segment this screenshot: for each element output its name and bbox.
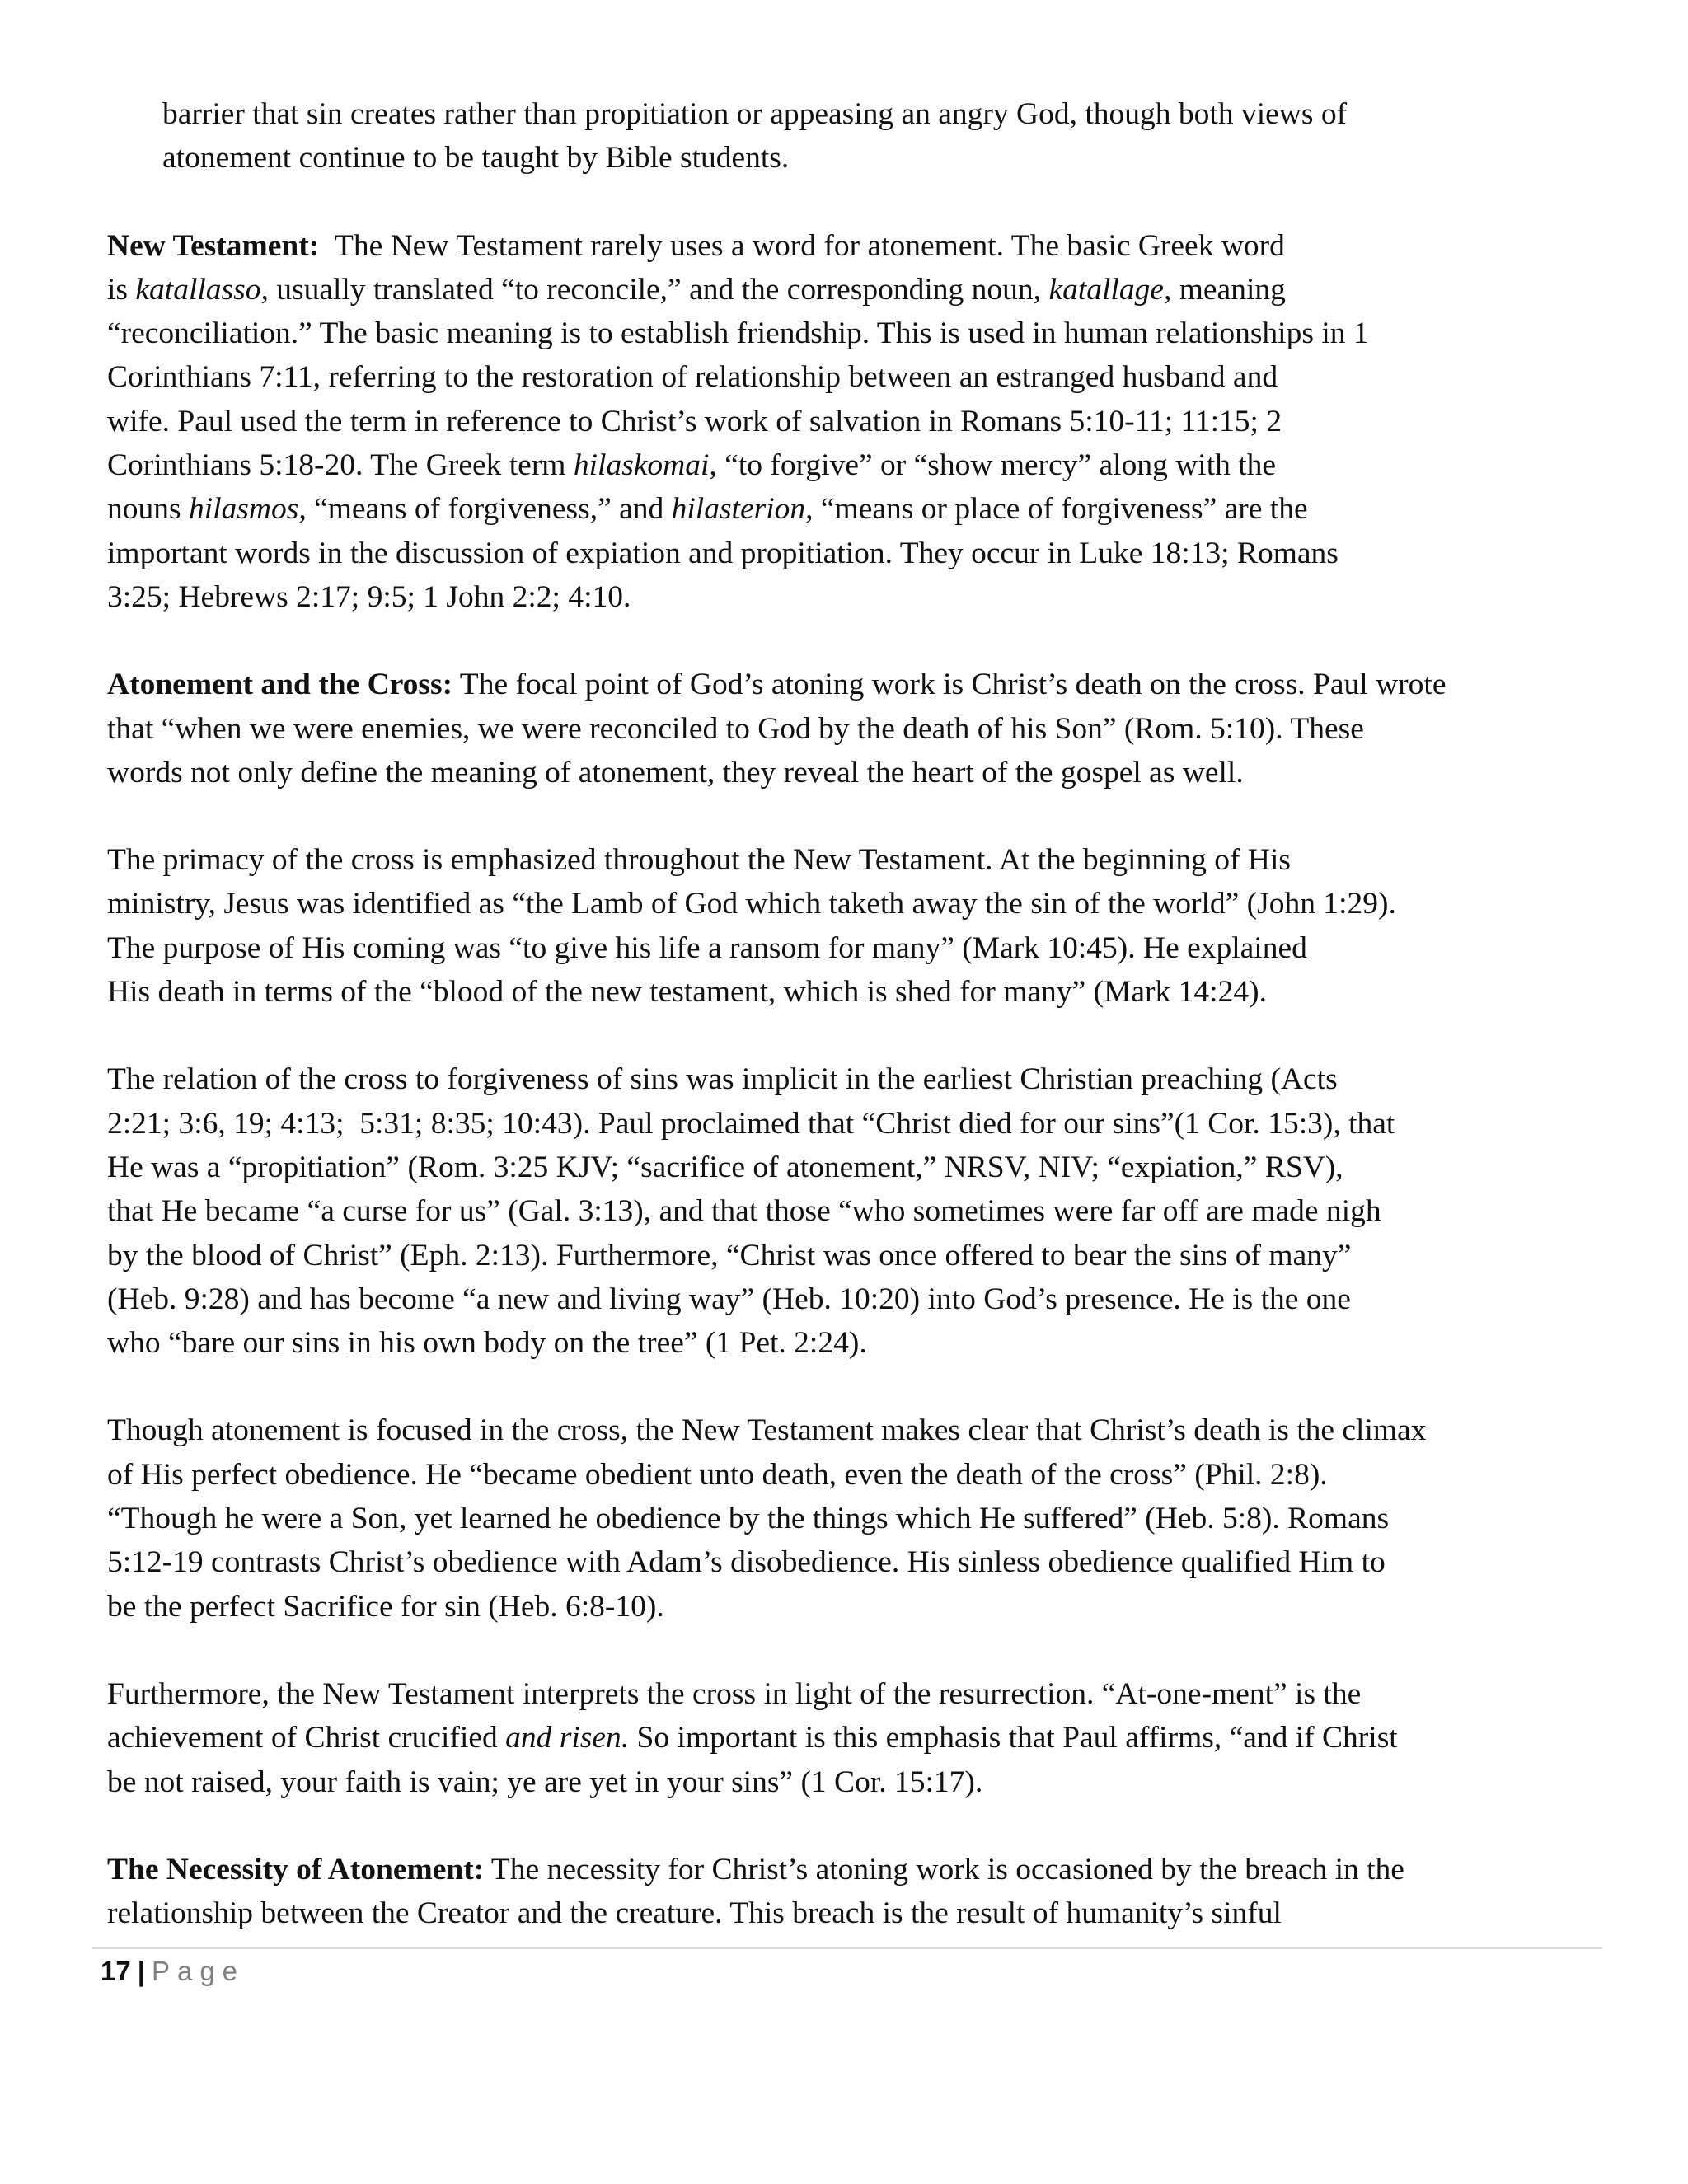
line-text: achievement of Christ crucified and risen. So important is this emphasis that Paul affirms, “and if Christ — [107, 1721, 1398, 1755]
line-text: atonement continue to be taught by Bible students. — [162, 141, 790, 176]
text-line — [107, 1585, 1558, 1629]
text-line — [107, 443, 1558, 487]
page-footer — [101, 1953, 245, 1990]
text-line — [107, 1189, 1558, 1233]
section-heading: New Testament: — [107, 228, 320, 263]
line-text: “Though he were a Son, yet learned he obedience by the things which He suffered” (Heb. 5:8). Romans — [107, 1502, 1390, 1536]
line-text: be not raised, your faith is vain; ye are yet in your sins” (1 Cor. 15:17). — [107, 1765, 983, 1799]
text-line — [107, 1408, 1558, 1452]
line-text: of His perfect obedience. He “became obedient unto death, even the death of the cross” (Phil. 2:8). — [107, 1457, 1328, 1492]
text-line — [107, 663, 1558, 706]
text-line — [107, 1102, 1558, 1146]
line-text: nouns hilasmos, “means of forgiveness,” and hilasterion, “means or place of forgiveness” are the — [107, 492, 1308, 527]
text-line — [107, 1891, 1558, 1935]
line-text: that “when we were enemies, we were reconciled to God by the death of his Son” (Rom. 5:10). These — [107, 711, 1364, 746]
line-text: who “bare our sins in his own body on the tree” (1 Pet. 2:24). — [107, 1326, 867, 1361]
footer-separator: | — [137, 1956, 145, 1986]
line-text: 5:12-19 contrasts Christ’s obedience with Adam’s disobedience. His sinless obedience qualified Him to — [107, 1545, 1386, 1580]
line-text: by the blood of Christ” (Eph. 2:13). Furthermore, “Christ was once offered to bear the sins of many” — [107, 1238, 1352, 1272]
line-text: His death in terms of the “blood of the new testament, which is shed for many” (Mark 14:24). — [107, 975, 1267, 1010]
line-text: (Heb. 9:28) and has become “a new and living way” (Heb. 10:20) into God’s presence. He is the one — [107, 1282, 1351, 1316]
text-line — [107, 1146, 1558, 1189]
line-text: important words in the discussion of expiation and propitiation. They occur in Luke 18:13; Romans — [107, 536, 1339, 570]
paragraph — [107, 92, 1558, 180]
line-text: Corinthians 7:11, referring to the restoration of relationship between an estranged husband and — [107, 360, 1278, 395]
text-line — [107, 575, 1558, 619]
section-heading: The Necessity of Atonement: — [107, 1852, 485, 1886]
text-line — [107, 1234, 1558, 1277]
text-line — [107, 751, 1558, 794]
line-text: barrier that sin creates rather than propitiation or appeasing an angry God, though both views of — [162, 97, 1348, 131]
text-line — [107, 400, 1558, 443]
text-line — [107, 1321, 1558, 1365]
line-text: 3:25; Hebrews 2:17; 9:5; 1 John 2:2; 4:10. — [107, 579, 631, 614]
text-line — [107, 1277, 1558, 1321]
text-line — [107, 970, 1558, 1014]
text-line — [107, 1057, 1558, 1101]
line-text: Though atonement is focused in the cross, the New Testament makes clear that Christ’s death is the climax — [107, 1413, 1427, 1448]
line-text: relationship between the Creator and the creature. This breach is the result of humanity’s sinful — [107, 1896, 1282, 1931]
text-line — [107, 1672, 1558, 1716]
paragraph — [107, 1848, 1558, 1936]
line-text: The New Testament rarely uses a word for atonement. The basic Greek word — [319, 228, 1285, 263]
text-line — [107, 1540, 1558, 1584]
page-number: 17 — [101, 1956, 131, 1986]
page-label: Page — [151, 1956, 246, 1986]
text-line — [107, 1848, 1558, 1891]
line-text: The focal point of God’s atoning work is Christ’s death on the cross. Paul wrote — [452, 668, 1447, 702]
page-body — [107, 92, 1558, 1979]
text-line — [107, 838, 1558, 882]
paragraph — [107, 1408, 1558, 1628]
line-text: Furthermore, the New Testament interprets the cross in light of the resurrection. “At-one-ment” is the — [107, 1676, 1362, 1711]
paragraph — [107, 1057, 1558, 1365]
line-text: that He became “a curse for us” (Gal. 3:13), and that those “who sometimes were far off are made nigh — [107, 1194, 1381, 1229]
text-line — [107, 532, 1558, 575]
line-text: “reconciliation.” The basic meaning is to establish friendship. This is used in human relationships in 1 — [107, 316, 1369, 351]
line-text: 2:21; 3:6, 19; 4:13; 5:31; 8:35; 10:43). Paul proclaimed that “Christ died for our sins”(1 Cor. 15:3), that — [107, 1106, 1395, 1141]
text-line — [107, 1453, 1558, 1497]
line-text: The primacy of the cross is emphasized throughout the New Testament. At the beginning of His — [107, 843, 1291, 878]
text-line — [107, 268, 1558, 312]
text-line — [107, 1497, 1558, 1540]
line-text: The purpose of His coming was “to give his life a ransom for many” (Mark 10:45). He explained — [107, 930, 1307, 965]
line-text: The relation of the cross to forgiveness of sins was implicit in the earliest Christian preaching (Acts — [107, 1062, 1338, 1097]
line-text: He was a “propitiation” (Rom. 3:25 KJV; “sacrifice of atonement,” NRSV, NIV; “expiation,” RSV), — [107, 1150, 1343, 1184]
text-line — [107, 1716, 1558, 1760]
text-line — [162, 136, 1558, 180]
line-text: Corinthians 5:18-20. The Greek term hilaskomai, “to forgive” or “show mercy” along with the — [107, 448, 1277, 483]
text-line — [162, 92, 1558, 136]
text-line — [107, 1760, 1558, 1804]
paragraph — [107, 1672, 1558, 1804]
text-line — [107, 312, 1558, 355]
text-line — [107, 355, 1558, 399]
text-line — [107, 707, 1558, 751]
paragraph — [107, 224, 1558, 620]
line-text: wife. Paul used the term in reference to Christ’s work of salvation in Romans 5:10-11; 11:15; 2 — [107, 404, 1282, 438]
line-text: The necessity for Christ’s atoning work is occasioned by the breach in the — [484, 1852, 1404, 1886]
text-line — [107, 882, 1558, 926]
line-text: be the perfect Sacrifice for sin (Heb. 6:8-10). — [107, 1589, 664, 1624]
text-line — [107, 926, 1558, 970]
text-line — [107, 224, 1558, 268]
line-text: words not only define the meaning of atonement, they reveal the heart of the gospel as well. — [107, 755, 1244, 790]
section-heading: Atonement and the Cross: — [107, 668, 453, 702]
paragraph — [107, 663, 1558, 794]
text-line — [107, 487, 1558, 531]
footer-divider — [92, 1947, 1602, 1949]
line-text: ministry, Jesus was identified as “the Lamb of God which taketh away the sin of the world” (John 1:29). — [107, 887, 1396, 921]
line-text: is katallasso, usually translated “to reconcile,” and the corresponding noun, katallage, meaning — [107, 272, 1286, 307]
paragraph — [107, 838, 1558, 1014]
